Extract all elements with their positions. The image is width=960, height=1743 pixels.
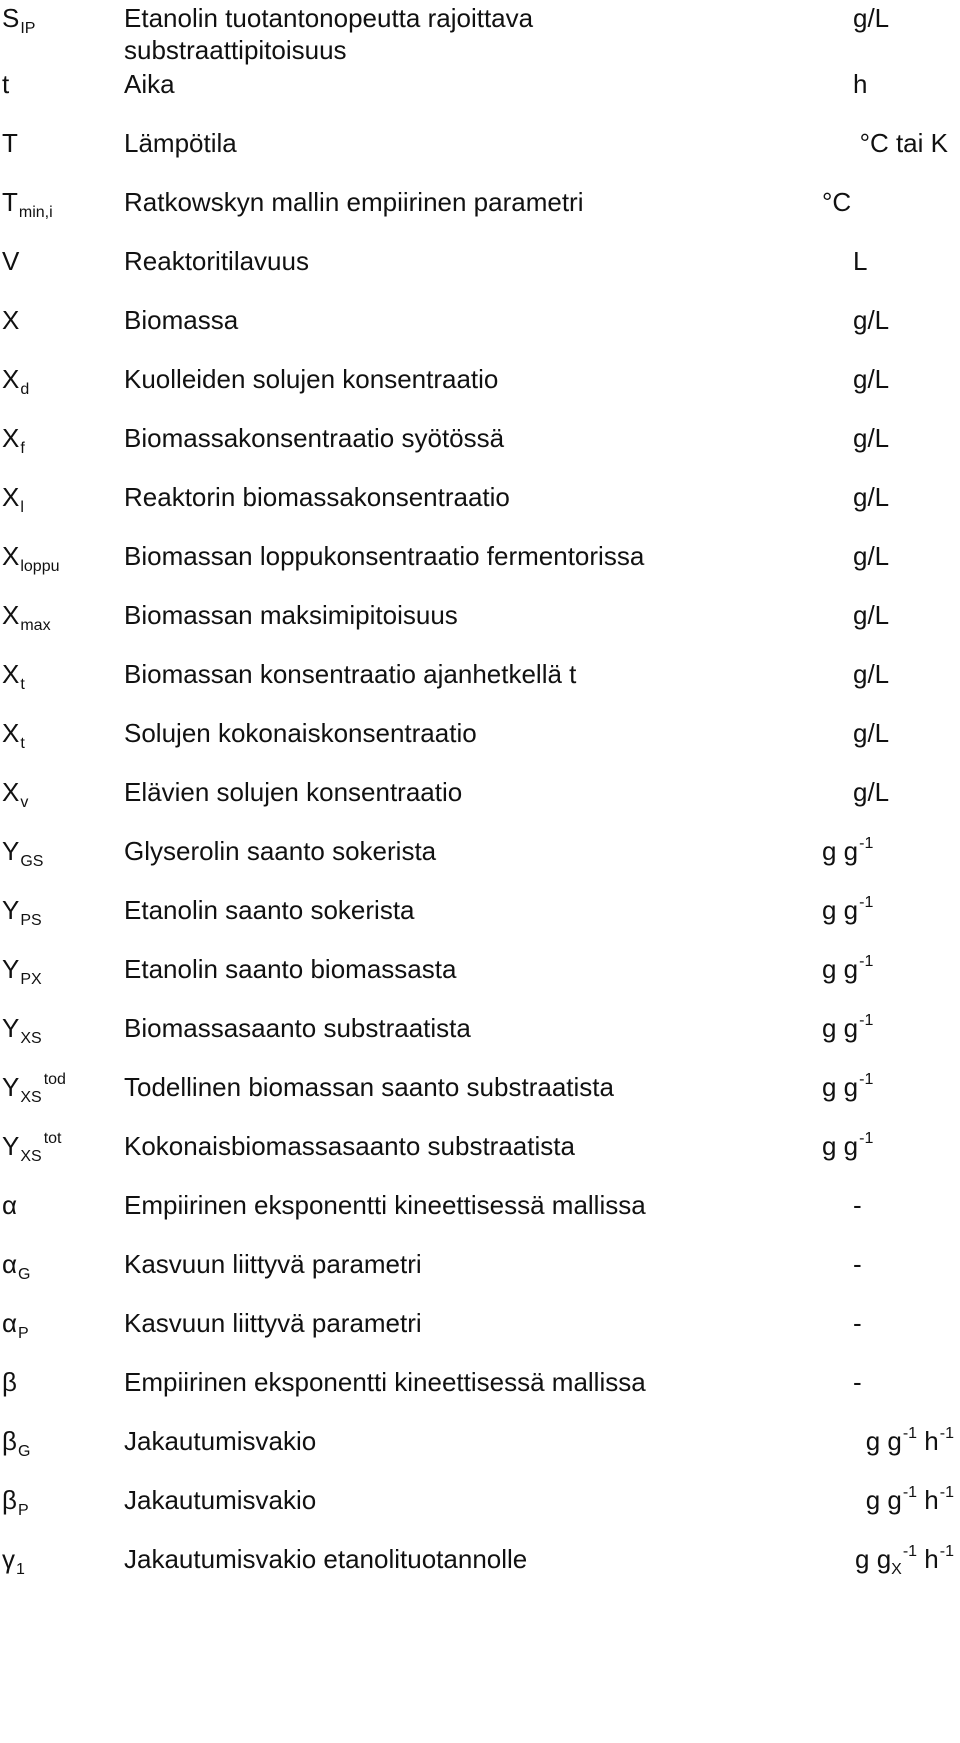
symbol-description: Ratkowskyn mallin empiirinen parametri <box>124 187 584 217</box>
symbol-cell <box>2 658 25 695</box>
symbol-unit <box>822 1071 873 1108</box>
symbol-unit <box>853 1248 862 1280</box>
symbol-row <box>0 1425 960 1465</box>
symbol-unit <box>866 1425 954 1462</box>
unit-text: g g <box>822 1072 859 1102</box>
unit-superscript: -1 <box>859 894 874 911</box>
symbol-base: S <box>2 3 20 33</box>
symbol-base: β <box>2 1367 17 1397</box>
symbol-row <box>0 481 960 521</box>
symbol-description: Reaktorin biomassakonsentraatio <box>124 482 510 512</box>
unit-superscript: -1 <box>902 1484 918 1501</box>
symbol-row <box>0 363 960 403</box>
symbol-unit <box>855 1543 954 1580</box>
symbol-cell <box>2 1189 17 1221</box>
symbol-cell <box>2 127 18 159</box>
symbol-cell <box>2 1130 61 1167</box>
symbol-base: β <box>2 1426 17 1456</box>
symbol-cell <box>2 304 19 336</box>
unit-text: g/L <box>853 3 890 33</box>
symbol-unit <box>853 658 889 690</box>
symbol-superscript: tot <box>43 1130 62 1147</box>
symbol-unit <box>853 540 889 572</box>
unit-text: g/L <box>853 600 890 630</box>
unit-tail-superscript: -1 <box>939 1425 954 1442</box>
symbol-base: α <box>2 1308 18 1338</box>
unit-text: g g <box>855 1544 892 1574</box>
unit-text: g g <box>865 1485 902 1515</box>
symbol-base: X <box>2 600 20 630</box>
symbol-row <box>0 1307 960 1347</box>
symbol-subscript: IP <box>20 20 36 37</box>
symbol-cell <box>2 2 35 39</box>
unit-text: - <box>853 1367 862 1397</box>
symbol-unit <box>822 1012 873 1049</box>
unit-text: g g <box>822 954 859 984</box>
symbol-unit <box>853 481 889 513</box>
symbol-row <box>0 304 960 344</box>
symbol-row <box>0 1071 960 1111</box>
symbol-cell <box>2 245 19 277</box>
unit-text: g/L <box>853 364 890 394</box>
unit-text: g/L <box>853 659 890 689</box>
symbol-description: Jakautumisvakio <box>124 1485 317 1515</box>
symbol-row <box>0 422 960 462</box>
symbol-base: Y <box>2 954 20 984</box>
unit-text: - <box>853 1190 862 1220</box>
symbol-description: Etanolin saanto sokerista <box>124 895 415 925</box>
symbol-cell <box>2 1366 17 1398</box>
symbol-cell <box>2 68 9 100</box>
symbol-row <box>0 1012 960 1052</box>
symbol-description: Jakautumisvakio etanolituotannolle <box>124 1544 528 1574</box>
unit-text: g/L <box>853 305 890 335</box>
symbol-base: t <box>2 69 10 99</box>
unit-superscript: -1 <box>859 953 874 970</box>
unit-superscript: -1 <box>902 1543 918 1560</box>
symbol-unit <box>853 68 867 100</box>
symbol-base: X <box>2 718 20 748</box>
symbol-base: X <box>2 482 20 512</box>
symbol-row <box>0 776 960 816</box>
symbol-subscript: min,i <box>18 204 53 221</box>
symbol-subscript: P <box>17 1502 29 1519</box>
symbol-cell <box>2 1484 29 1521</box>
symbol-base: X <box>2 305 20 335</box>
symbol-row <box>0 658 960 698</box>
unit-text: - <box>853 1249 862 1279</box>
symbol-base: Y <box>2 1072 20 1102</box>
symbol-row <box>0 2 960 74</box>
symbol-description: Biomassan maksimipitoisuus <box>124 600 458 630</box>
unit-text: °C <box>822 187 852 217</box>
symbol-cell <box>2 835 43 872</box>
symbol-subscript: l <box>20 499 24 516</box>
symbol-cell <box>2 1307 29 1344</box>
symbol-description: Kasvuun liittyvä parametri <box>124 1308 422 1338</box>
symbol-subscript: XS <box>20 1148 42 1165</box>
symbol-unit <box>853 245 867 277</box>
symbol-description: Biomassa <box>124 305 239 335</box>
unit-text: - <box>853 1308 862 1338</box>
unit-superscript: -1 <box>859 1012 874 1029</box>
symbol-subscript: d <box>20 381 30 398</box>
unit-text: g/L <box>853 541 890 571</box>
unit-tail-superscript: -1 <box>939 1484 954 1501</box>
symbol-description: Kuolleiden solujen konsentraatio <box>124 364 499 394</box>
symbol-unit <box>822 894 873 931</box>
unit-text: g/L <box>853 718 890 748</box>
symbol-cell <box>2 363 29 400</box>
symbol-description: Biomassakonsentraatio syötössä <box>124 423 505 453</box>
unit-text: g g <box>822 895 859 925</box>
symbol-description: Empiirinen eksponentti kineettisessä mallissa <box>124 1367 646 1397</box>
unit-text: g g <box>822 1131 859 1161</box>
symbol-base: X <box>2 364 20 394</box>
symbol-description: Etanolin tuotantonopeutta rajoittava substraattipitoisuus <box>124 3 534 65</box>
symbol-unit <box>853 1366 862 1398</box>
symbol-cell <box>2 1248 30 1285</box>
symbol-row <box>0 245 960 285</box>
symbol-unit <box>853 422 889 454</box>
symbol-subscript: v <box>20 794 29 811</box>
symbol-description: Elävien solujen konsentraatio <box>124 777 463 807</box>
symbol-subscript: P <box>18 1325 29 1342</box>
symbol-description: Etanolin saanto biomassasta <box>124 954 457 984</box>
symbol-row <box>0 68 960 108</box>
symbol-unit <box>822 186 851 218</box>
unit-text: g/L <box>853 423 890 453</box>
symbol-base: X <box>2 659 20 689</box>
symbol-description: Glyserolin saanto sokerista <box>124 836 437 866</box>
symbol-subscript: loppu <box>20 558 60 575</box>
symbol-cell <box>2 717 25 754</box>
unit-subscript: X <box>891 1561 902 1578</box>
symbol-unit <box>853 304 889 336</box>
symbol-subscript: 1 <box>16 1561 25 1578</box>
symbol-base: X <box>2 423 20 453</box>
symbol-cell <box>2 953 42 990</box>
unit-superscript: -1 <box>859 835 874 852</box>
symbol-superscript: tod <box>43 1071 66 1088</box>
symbol-description: Lämpötila <box>124 128 237 158</box>
symbol-subscript: G <box>18 1266 31 1283</box>
symbol-row <box>0 186 960 226</box>
symbol-subscript: PX <box>20 971 42 988</box>
symbol-row <box>0 1484 960 1524</box>
symbol-description: Aika <box>124 69 175 99</box>
symbol-row <box>0 894 960 934</box>
symbol-row <box>0 1543 960 1583</box>
symbol-base: γ <box>2 1544 15 1574</box>
symbol-subscript: PS <box>20 912 42 929</box>
symbol-base: α <box>2 1190 18 1220</box>
symbol-subscript: GS <box>20 853 44 870</box>
symbol-cell <box>2 1071 66 1108</box>
symbol-description: Biomassan konsentraatio ajanhetkellä t <box>124 659 577 689</box>
symbol-unit <box>853 1189 862 1221</box>
unit-text: °C tai K <box>859 128 948 158</box>
symbol-description: Reaktoritilavuus <box>124 246 309 276</box>
symbol-subscript: max <box>20 617 51 634</box>
symbol-unit <box>860 127 948 159</box>
symbol-cell <box>2 776 28 813</box>
symbol-base: α <box>2 1249 18 1279</box>
symbol-cell <box>2 1425 30 1462</box>
unit-superscript: -1 <box>902 1425 918 1442</box>
unit-superscript: -1 <box>859 1071 874 1088</box>
symbol-description: Solujen kokonaiskonsentraatio <box>124 718 477 748</box>
unit-tail: h <box>917 1485 939 1515</box>
symbol-subscript: f <box>20 440 25 457</box>
symbol-row <box>0 835 960 875</box>
symbol-cell <box>2 540 60 577</box>
symbol-description: Jakautumisvakio <box>124 1426 317 1456</box>
unit-text: L <box>853 246 868 276</box>
unit-text: h <box>853 69 868 99</box>
symbol-unit <box>853 717 889 749</box>
symbol-description: Empiirinen eksponentti kineettisessä mallissa <box>124 1190 646 1220</box>
symbol-cell <box>2 599 51 636</box>
symbol-unit <box>822 835 873 872</box>
unit-tail: h <box>917 1544 939 1574</box>
symbol-row <box>0 540 960 580</box>
symbol-base: Y <box>2 1131 20 1161</box>
symbol-cell <box>2 186 53 223</box>
unit-tail: h <box>917 1426 939 1456</box>
symbol-row <box>0 1248 960 1288</box>
symbol-row <box>0 717 960 757</box>
symbol-subscript: XS <box>20 1089 42 1106</box>
symbol-base: Y <box>2 895 20 925</box>
symbol-unit <box>853 599 889 631</box>
symbol-unit <box>822 1130 873 1167</box>
symbol-unit <box>853 776 889 808</box>
symbol-row <box>0 1189 960 1229</box>
symbol-base: T <box>2 128 18 158</box>
symbol-description: Biomassan loppukonsentraatio fermentorissa <box>124 541 645 571</box>
symbol-base: β <box>2 1485 17 1515</box>
symbol-unit <box>866 1484 954 1521</box>
symbol-unit <box>853 2 889 34</box>
unit-superscript: -1 <box>859 1130 874 1147</box>
symbol-cell <box>2 1543 25 1580</box>
symbol-subscript: XS <box>20 1030 42 1047</box>
symbol-unit <box>853 363 889 395</box>
unit-tail-superscript: -1 <box>939 1543 954 1560</box>
unit-text: g g <box>822 836 859 866</box>
symbol-base: X <box>2 541 20 571</box>
symbol-cell <box>2 894 42 931</box>
symbol-row <box>0 953 960 993</box>
symbol-cell <box>2 1012 42 1049</box>
unit-text: g g <box>865 1426 902 1456</box>
unit-text: g g <box>822 1013 859 1043</box>
symbol-row <box>0 127 960 167</box>
unit-text: g/L <box>853 482 890 512</box>
symbol-cell <box>2 422 25 459</box>
symbol-row <box>0 1130 960 1170</box>
unit-text: g/L <box>853 777 890 807</box>
symbol-unit <box>853 1307 862 1339</box>
symbol-base: T <box>2 187 18 217</box>
symbol-subscript: t <box>20 676 25 693</box>
symbol-row <box>0 599 960 639</box>
symbol-description: Biomassasaanto substraatista <box>124 1013 471 1043</box>
symbol-base: V <box>2 246 20 276</box>
symbol-base: Y <box>2 836 20 866</box>
symbol-description: Kokonaisbiomassasaanto substraatista <box>124 1131 575 1161</box>
symbol-base: X <box>2 777 20 807</box>
symbol-base: Y <box>2 1013 20 1043</box>
symbol-row <box>0 1366 960 1406</box>
symbol-description: Todellinen biomassan saanto substraatista <box>124 1072 614 1102</box>
symbol-unit <box>822 953 873 990</box>
symbol-subscript: G <box>17 1443 31 1460</box>
symbol-subscript: t <box>20 735 25 752</box>
symbol-description: Kasvuun liittyvä parametri <box>124 1249 422 1279</box>
symbol-cell <box>2 481 24 518</box>
